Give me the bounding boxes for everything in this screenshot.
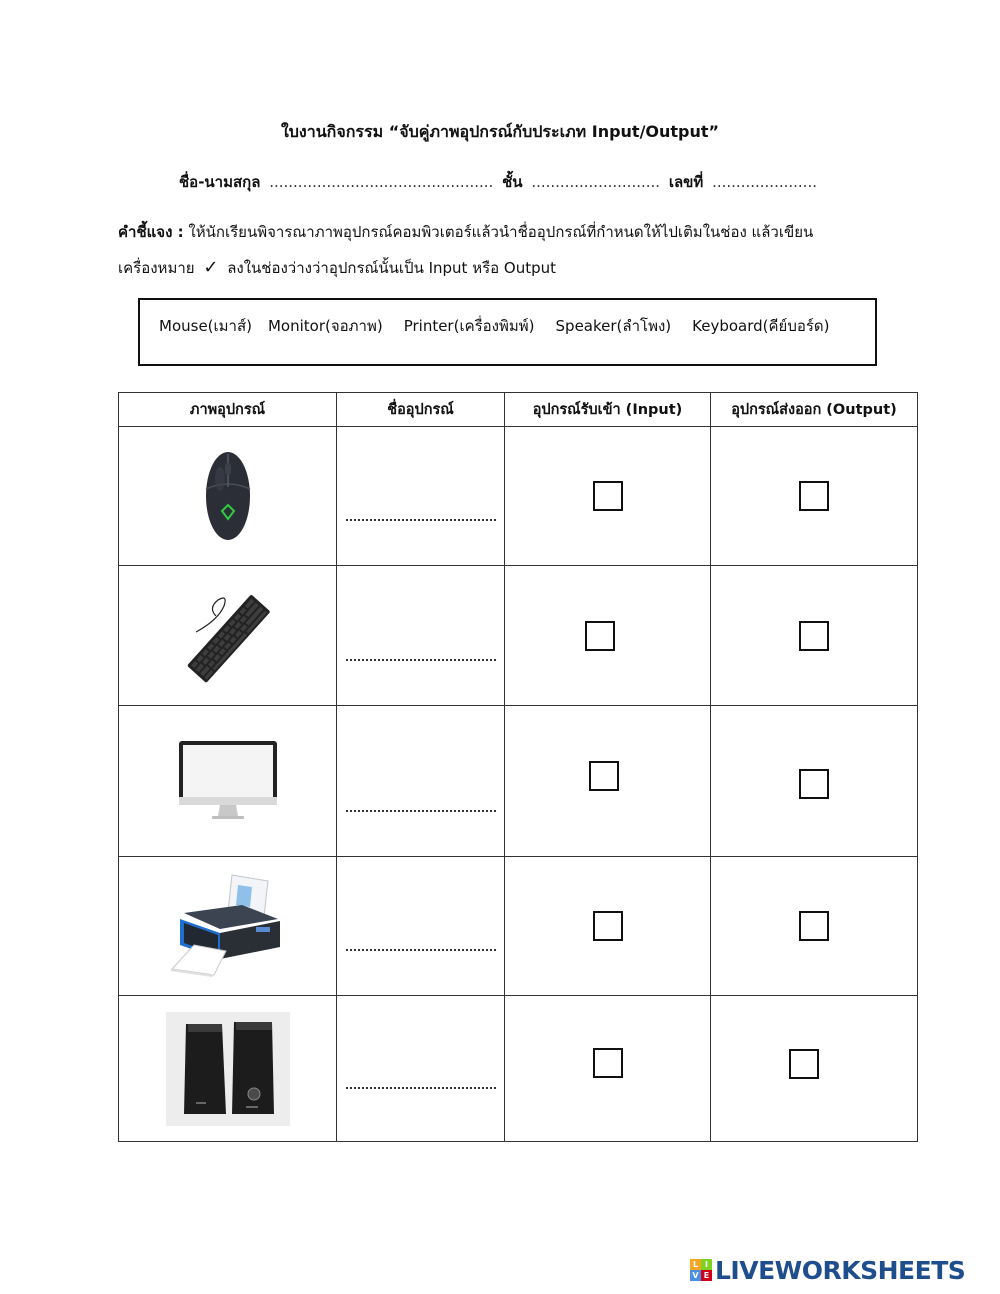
input-cell [505,996,711,1142]
header-input: อุปกรณ์รับเข้า (Input) [505,393,711,427]
header-image: ภาพอุปกรณ์ [119,393,337,427]
device-name-cell[interactable] [337,706,505,857]
instructions-label: คำชี้แจง : [118,223,184,241]
header-output: อุปกรณ์ส่งออก (Output) [711,393,918,427]
image-cell [119,706,337,857]
device-name-blank[interactable] [346,949,496,951]
output-cell [711,857,918,996]
name-label: ชื่อ-นามสกุล [179,173,261,191]
number-blank[interactable]: ...................... [712,173,817,191]
word-bank-item[interactable]: Mouse(เมาส์) [159,317,252,335]
table-row [119,427,918,566]
instructions-text-line1: ให้นักเรียนพิจารณาภาพอุปกรณ์คอมพิวเตอร์แล้วนำชื่ออุปกรณ์ที่กำหนดให้ไปเติมในช่อง แล้วเขียน [188,223,814,241]
logo-letter: L [690,1259,701,1270]
output-cell [711,996,918,1142]
device-name-blank[interactable] [346,1087,496,1089]
mouse-icon [198,449,258,544]
input-cell [505,566,711,706]
image-cell [119,857,337,996]
check-icon: ✓ [203,257,219,278]
monitor-icon [178,740,278,822]
student-info-line [0,170,1000,194]
output-cell [711,566,918,706]
output-cell [711,706,918,857]
input-checkbox[interactable] [593,911,623,941]
table-row [119,857,918,996]
table-row [119,996,918,1142]
speaker-icon [166,1012,290,1126]
logo-letter: I [701,1259,712,1270]
device-name-blank[interactable] [346,810,496,812]
input-checkbox[interactable] [593,1048,623,1078]
table-header-row [119,393,918,427]
footer-logo[interactable] [690,1250,965,1290]
output-cell [711,427,918,566]
worksheet-title: ใบงานกิจกรรม “จับคู่ภาพอุปกรณ์กับประเภท Input/Output” [280,122,720,141]
instructions-text-line2b: ลงในช่องว่างว่าอุปกรณ์นั้นเป็น Input หรือ Output [227,259,557,277]
table-row [119,566,918,706]
word-bank [138,298,877,366]
output-checkbox[interactable] [799,769,829,799]
class-label: ชั้น [502,173,523,191]
matching-table [118,392,918,1142]
device-name-cell[interactable] [337,427,505,566]
input-cell [505,857,711,996]
input-cell [505,706,711,857]
word-bank-item[interactable]: Printer(เครื่องพิมพ์) [403,317,535,335]
number-label: เลขที่ [668,173,704,191]
output-checkbox[interactable] [789,1049,819,1079]
printer-icon [170,871,285,981]
device-name-blank[interactable] [346,659,496,661]
image-cell [119,996,337,1142]
liveworksheets-logo-icon [690,1259,712,1281]
device-name-cell[interactable] [337,566,505,706]
device-name-cell[interactable] [337,857,505,996]
keyboard-icon [178,586,278,686]
input-checkbox[interactable] [589,761,619,791]
image-cell [119,427,337,566]
input-checkbox[interactable] [585,621,615,651]
word-bank-item[interactable]: Monitor(จอภาพ) [267,317,383,335]
table-row [119,706,918,857]
output-checkbox[interactable] [799,911,829,941]
input-cell [505,427,711,566]
device-name-blank[interactable] [346,519,496,521]
output-checkbox[interactable] [799,621,829,651]
logo-letter: E [701,1270,712,1281]
image-cell [119,566,337,706]
brand-name: LIVEWORKSHEETS [715,1255,966,1285]
instructions-text-line2a: เครื่องหมาย [118,259,195,277]
class-blank[interactable]: ........................... [531,173,661,191]
device-name-cell[interactable] [337,996,505,1142]
input-checkbox[interactable] [593,481,623,511]
header-device-name: ชื่ออุปกรณ์ [337,393,505,427]
word-bank-item[interactable]: Keyboard(คีย์บอร์ด) [692,317,830,335]
name-blank[interactable]: ............................................... [269,173,494,191]
logo-letter: V [690,1270,701,1281]
output-checkbox[interactable] [799,481,829,511]
instructions [118,215,838,286]
word-bank-item[interactable]: Speaker(ลำโพง) [555,317,672,335]
